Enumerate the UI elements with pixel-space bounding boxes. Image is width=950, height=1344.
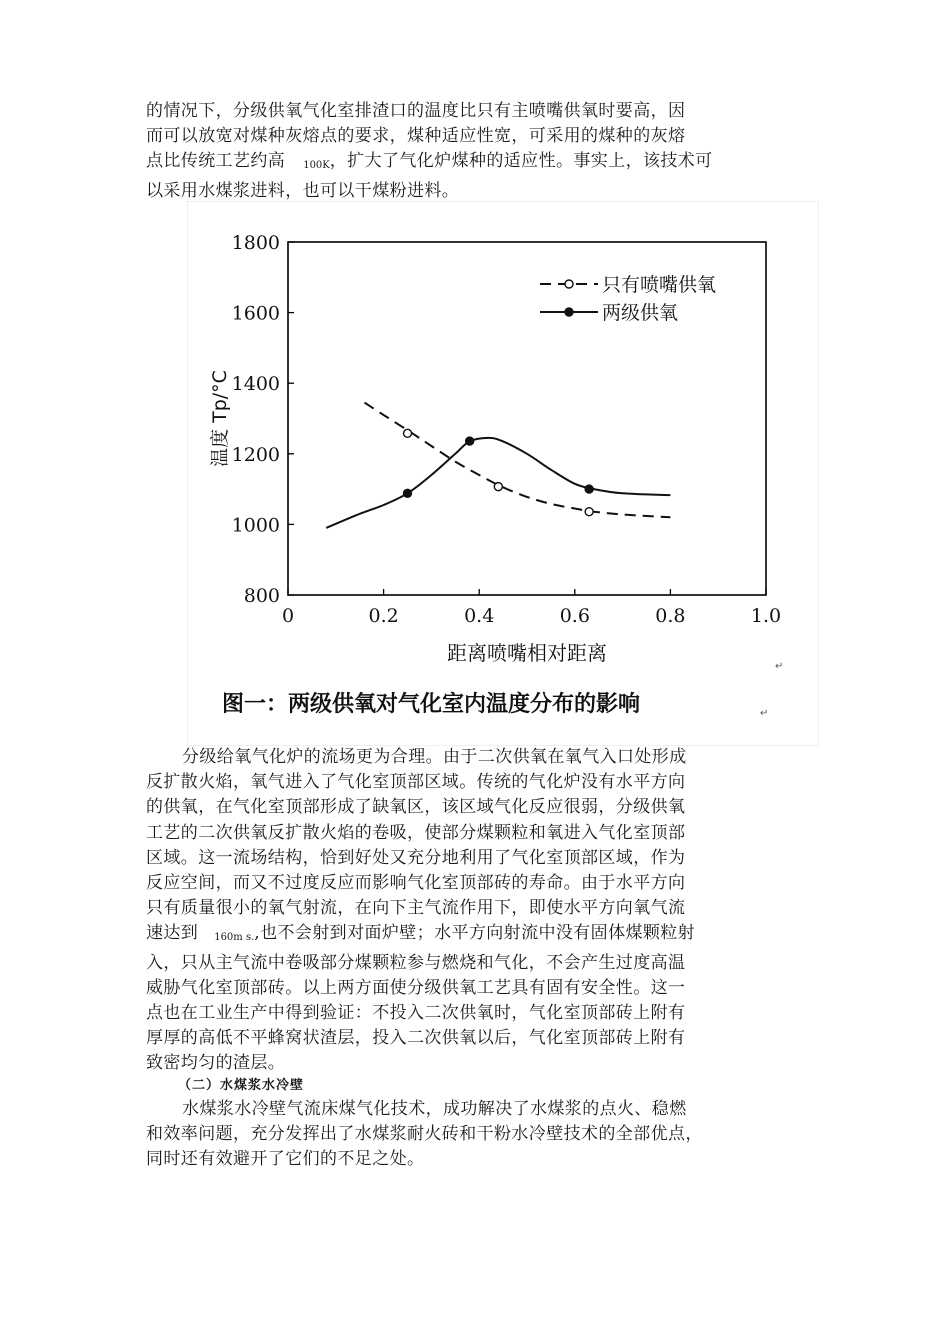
data-point	[404, 429, 412, 437]
data-point	[585, 485, 593, 493]
closing-paragraph	[146, 1097, 776, 1173]
legend-label: 只有喷嘴供氧	[602, 274, 717, 296]
text-line: 厚厚的高低不平蜂窝状渣层，投入二次供氧以后，气化室顶部砖上附有	[146, 1028, 686, 1049]
legend-marker	[565, 308, 573, 316]
x-tick-label: 0.6	[559, 605, 590, 627]
y-tick-label: 1800	[231, 232, 280, 254]
y-tick-label: 1200	[231, 443, 280, 466]
text-fragment: 点比传统工艺约高	[146, 151, 286, 172]
text-fragment: ,也不会射到对面炉壁；水平方向射流中没有固体煤颗粒射	[254, 923, 696, 944]
return-mark: ↵	[760, 708, 769, 719]
x-axis-label: 距离喷嘴相对距离	[447, 641, 607, 665]
text-line: 区域。这一流场结构，恰到好处又充分地利用了气化室顶部区域，作为	[146, 847, 686, 868]
text-line: 反扩散火焰，氧气进入了气化室顶部区域。传统的气化炉没有水平方向	[146, 772, 686, 793]
data-point	[585, 508, 593, 516]
x-tick-label: 0.8	[655, 605, 686, 627]
figure	[187, 201, 819, 746]
legend-marker	[565, 280, 573, 288]
x-tick-label: 0.2	[368, 605, 399, 627]
text-line: 致密均匀的渣层。	[146, 1053, 286, 1074]
data-point	[494, 483, 502, 491]
inline-value: 100K	[303, 160, 330, 172]
text-line: 入，只从主气流中卷吸部分煤颗粒参与燃烧和气化，不会产生过度高温	[146, 952, 686, 973]
section-heading: （二）水煤浆水冷壁	[178, 1078, 305, 1093]
text-line: 工艺的二次供氧反扩散火焰的卷吸，使部分煤颗粒和氧进入气化室顶部	[146, 822, 686, 843]
text-line: 水煤浆水冷壁气流床煤气化技术，成功解决了水煤浆的点火、稳燃	[182, 1099, 687, 1119]
legend-label: 两级供氧	[602, 302, 679, 324]
text-line: 点也在工业生产中得到验证：不投入二次供氧时，气化室顶部砖上附有	[146, 1003, 686, 1024]
text-line: 威胁气化室顶部砖。以上两方面使分级供氧工艺具有固有安全性。这一	[146, 977, 686, 998]
text-line	[146, 149, 776, 178]
figure-caption: 图一：两级供氧对气化室内温度分布的影响	[222, 692, 641, 717]
text-line: 同时还有效避开了它们的不足之处。	[146, 1149, 425, 1170]
text-fragment: ，扩大了气化炉煤种的适应性。事实上，该技术可	[329, 151, 713, 172]
data-point	[404, 489, 412, 497]
text-line: 反应空间，而又不过度反应而影响气化室顶部砖的寿命。由于水平方向	[146, 873, 686, 894]
intro-paragraph	[146, 99, 776, 204]
text-line: 以采用水煤浆进料，也可以干煤粉进料。	[146, 180, 460, 201]
text-line	[146, 921, 776, 950]
y-tick-label: 1400	[231, 373, 280, 396]
y-tick-label: 1600	[231, 302, 280, 325]
y-tick-label: 1000	[231, 514, 280, 537]
text-line: 只有质量很小的氧气射流，在向下主气流作用下，即使水平方向氧气流	[146, 898, 686, 919]
text-line: 的情况下，分级供氧气化室排渣口的温度比只有主喷嘴供氧时要高，因	[146, 101, 686, 121]
y-axis-label: 温度 Tp/°C	[209, 370, 231, 467]
text-line: 的供氧，在气化室顶部形成了缺氧区，该区域气化反应很弱，分级供氧	[146, 797, 686, 818]
x-tick-label: 1.0	[750, 605, 782, 627]
y-tick-label: 800	[243, 585, 280, 607]
text-line: 分级给氧气化炉的流场更为合理。由于二次供氧在氧气入口处形成	[182, 747, 687, 767]
temperature-chart	[188, 202, 818, 745]
series-line-1	[365, 403, 671, 518]
inline-value: 160m s.	[214, 932, 255, 944]
body-paragraph	[146, 745, 776, 1077]
x-tick-label: 0.4	[464, 605, 495, 627]
text-line: 而可以放宽对煤种灰熔点的要求，煤种适应性宽，可采用的煤种的灰熔	[146, 126, 686, 147]
text-fragment: 速达到	[146, 923, 199, 944]
x-tick-label: 0	[281, 605, 295, 627]
data-point	[466, 437, 474, 445]
text-line: 和效率问题，充分发挥出了水煤浆耐火砖和干粉水冷壁技术的全部优点，	[146, 1124, 703, 1145]
return-mark: ↵	[775, 661, 784, 672]
